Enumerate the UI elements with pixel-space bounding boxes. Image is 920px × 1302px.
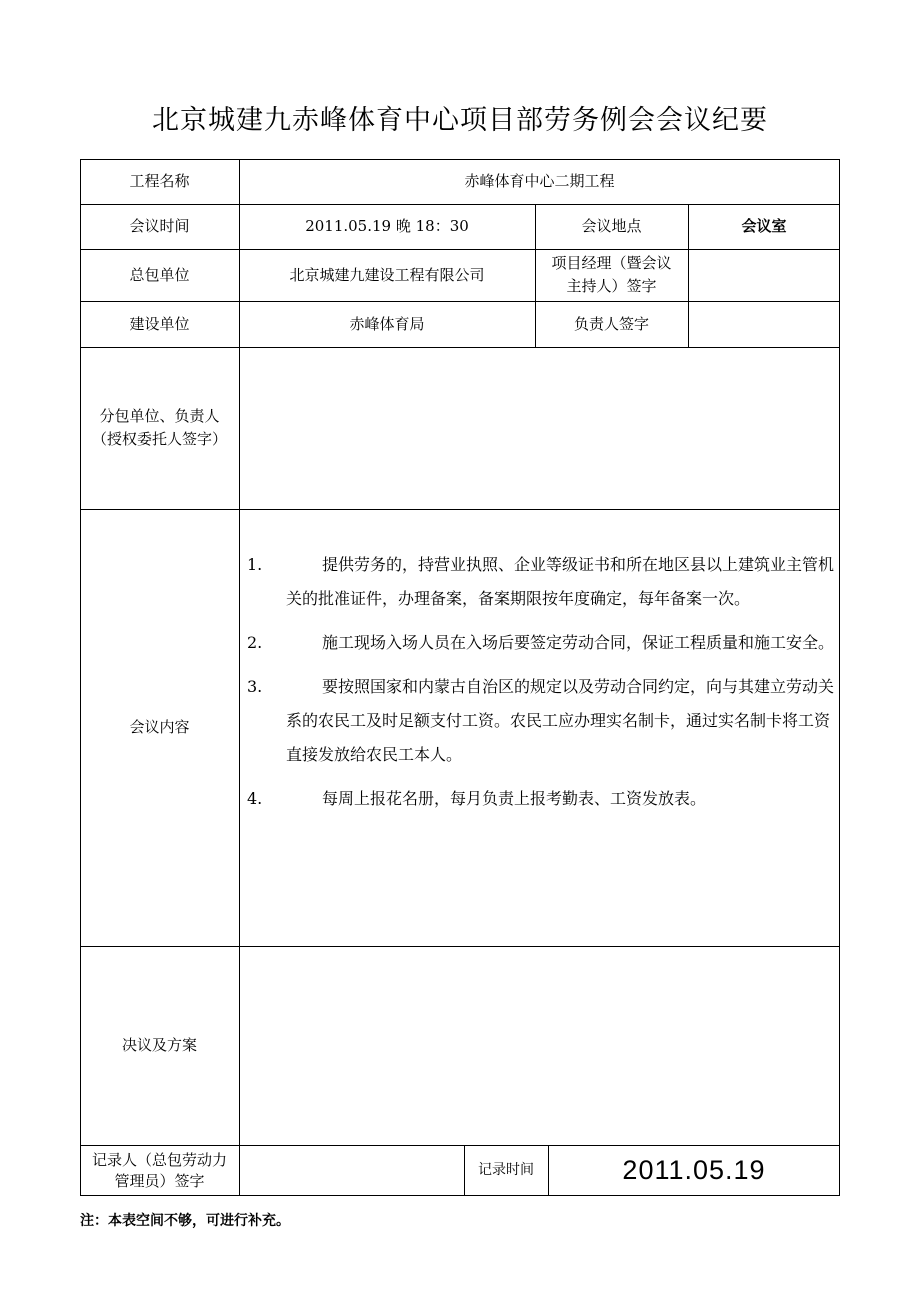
item-text: 提供劳务的，持营业执照、企业等级证书和所在地区县以上建筑业主管机关的批准证件，办理备案，备案期限按年度确定，每年备案一次。 bbox=[286, 555, 835, 608]
resolution-label: 决议及方案 bbox=[121, 1036, 197, 1054]
content-item bbox=[240, 626, 836, 660]
item-text: 施工现场入场人员在入场后要签定劳动合同，保证工程质量和施工安全。 bbox=[322, 633, 835, 652]
record-time-label: 记录时间 bbox=[478, 1162, 534, 1178]
owner-sign-label: 负责人签字 bbox=[573, 314, 649, 333]
owner-label: 建设单位 bbox=[129, 314, 190, 333]
subcontractor-label: 分包单位、负责人（授权委托人签字） bbox=[92, 407, 228, 448]
content-item bbox=[240, 670, 836, 772]
owner-value: 赤峰体育局 bbox=[349, 314, 425, 333]
contractor-value: 北京城建九建设工程有限公司 bbox=[289, 265, 485, 284]
meeting-time-label: 会议时间 bbox=[129, 217, 190, 235]
resolution-area[interactable] bbox=[239, 946, 840, 1145]
project-name-label: 工程名称 bbox=[129, 172, 190, 190]
item-number: 3. bbox=[247, 677, 263, 696]
owner-sign-field[interactable] bbox=[688, 301, 840, 347]
contractor-label: 总包单位 bbox=[129, 265, 190, 284]
item-text: 每周上报花名册，每月负责上报考勤表、工资发放表。 bbox=[322, 789, 707, 808]
footnote: 注：本表空间不够，可进行补充。 bbox=[80, 1213, 290, 1229]
manager-sign-label: 项目经理（暨会议主持人）签字 bbox=[551, 254, 672, 295]
recorder-sign-field[interactable] bbox=[239, 1145, 464, 1196]
manager-sign-field[interactable] bbox=[688, 249, 840, 301]
page-title: 北京城建九赤峰体育中心项目部劳务例会会议纪要 bbox=[152, 105, 768, 136]
content-item bbox=[240, 782, 836, 816]
subcontractor-sign-area[interactable] bbox=[239, 347, 840, 509]
item-number: 2. bbox=[247, 633, 263, 652]
meeting-content-label: 会议内容 bbox=[129, 718, 190, 736]
item-number: 1. bbox=[247, 555, 263, 574]
meeting-time-value: 2011.05.19 晚 18：30 bbox=[305, 217, 469, 235]
recorder-label: 记录人（总包劳动力管理员）签字 bbox=[91, 1150, 227, 1190]
project-name-value: 赤峰体育中心二期工程 bbox=[464, 172, 615, 190]
content-item bbox=[240, 548, 836, 616]
meeting-place-label: 会议地点 bbox=[581, 217, 642, 235]
meeting-content-list bbox=[240, 548, 836, 826]
item-text: 要按照国家和内蒙古自治区的规定以及劳动合同约定，向与其建立劳动关系的农民工及时足额支付工资。农民工应办理实名制卡，通过实名制卡将工资直接发放给农民工本人。 bbox=[286, 677, 835, 764]
meeting-place-value: 会议室 bbox=[741, 217, 787, 235]
item-number: 4. bbox=[247, 789, 263, 808]
record-time-value: 2011.05.19 bbox=[622, 1155, 766, 1185]
